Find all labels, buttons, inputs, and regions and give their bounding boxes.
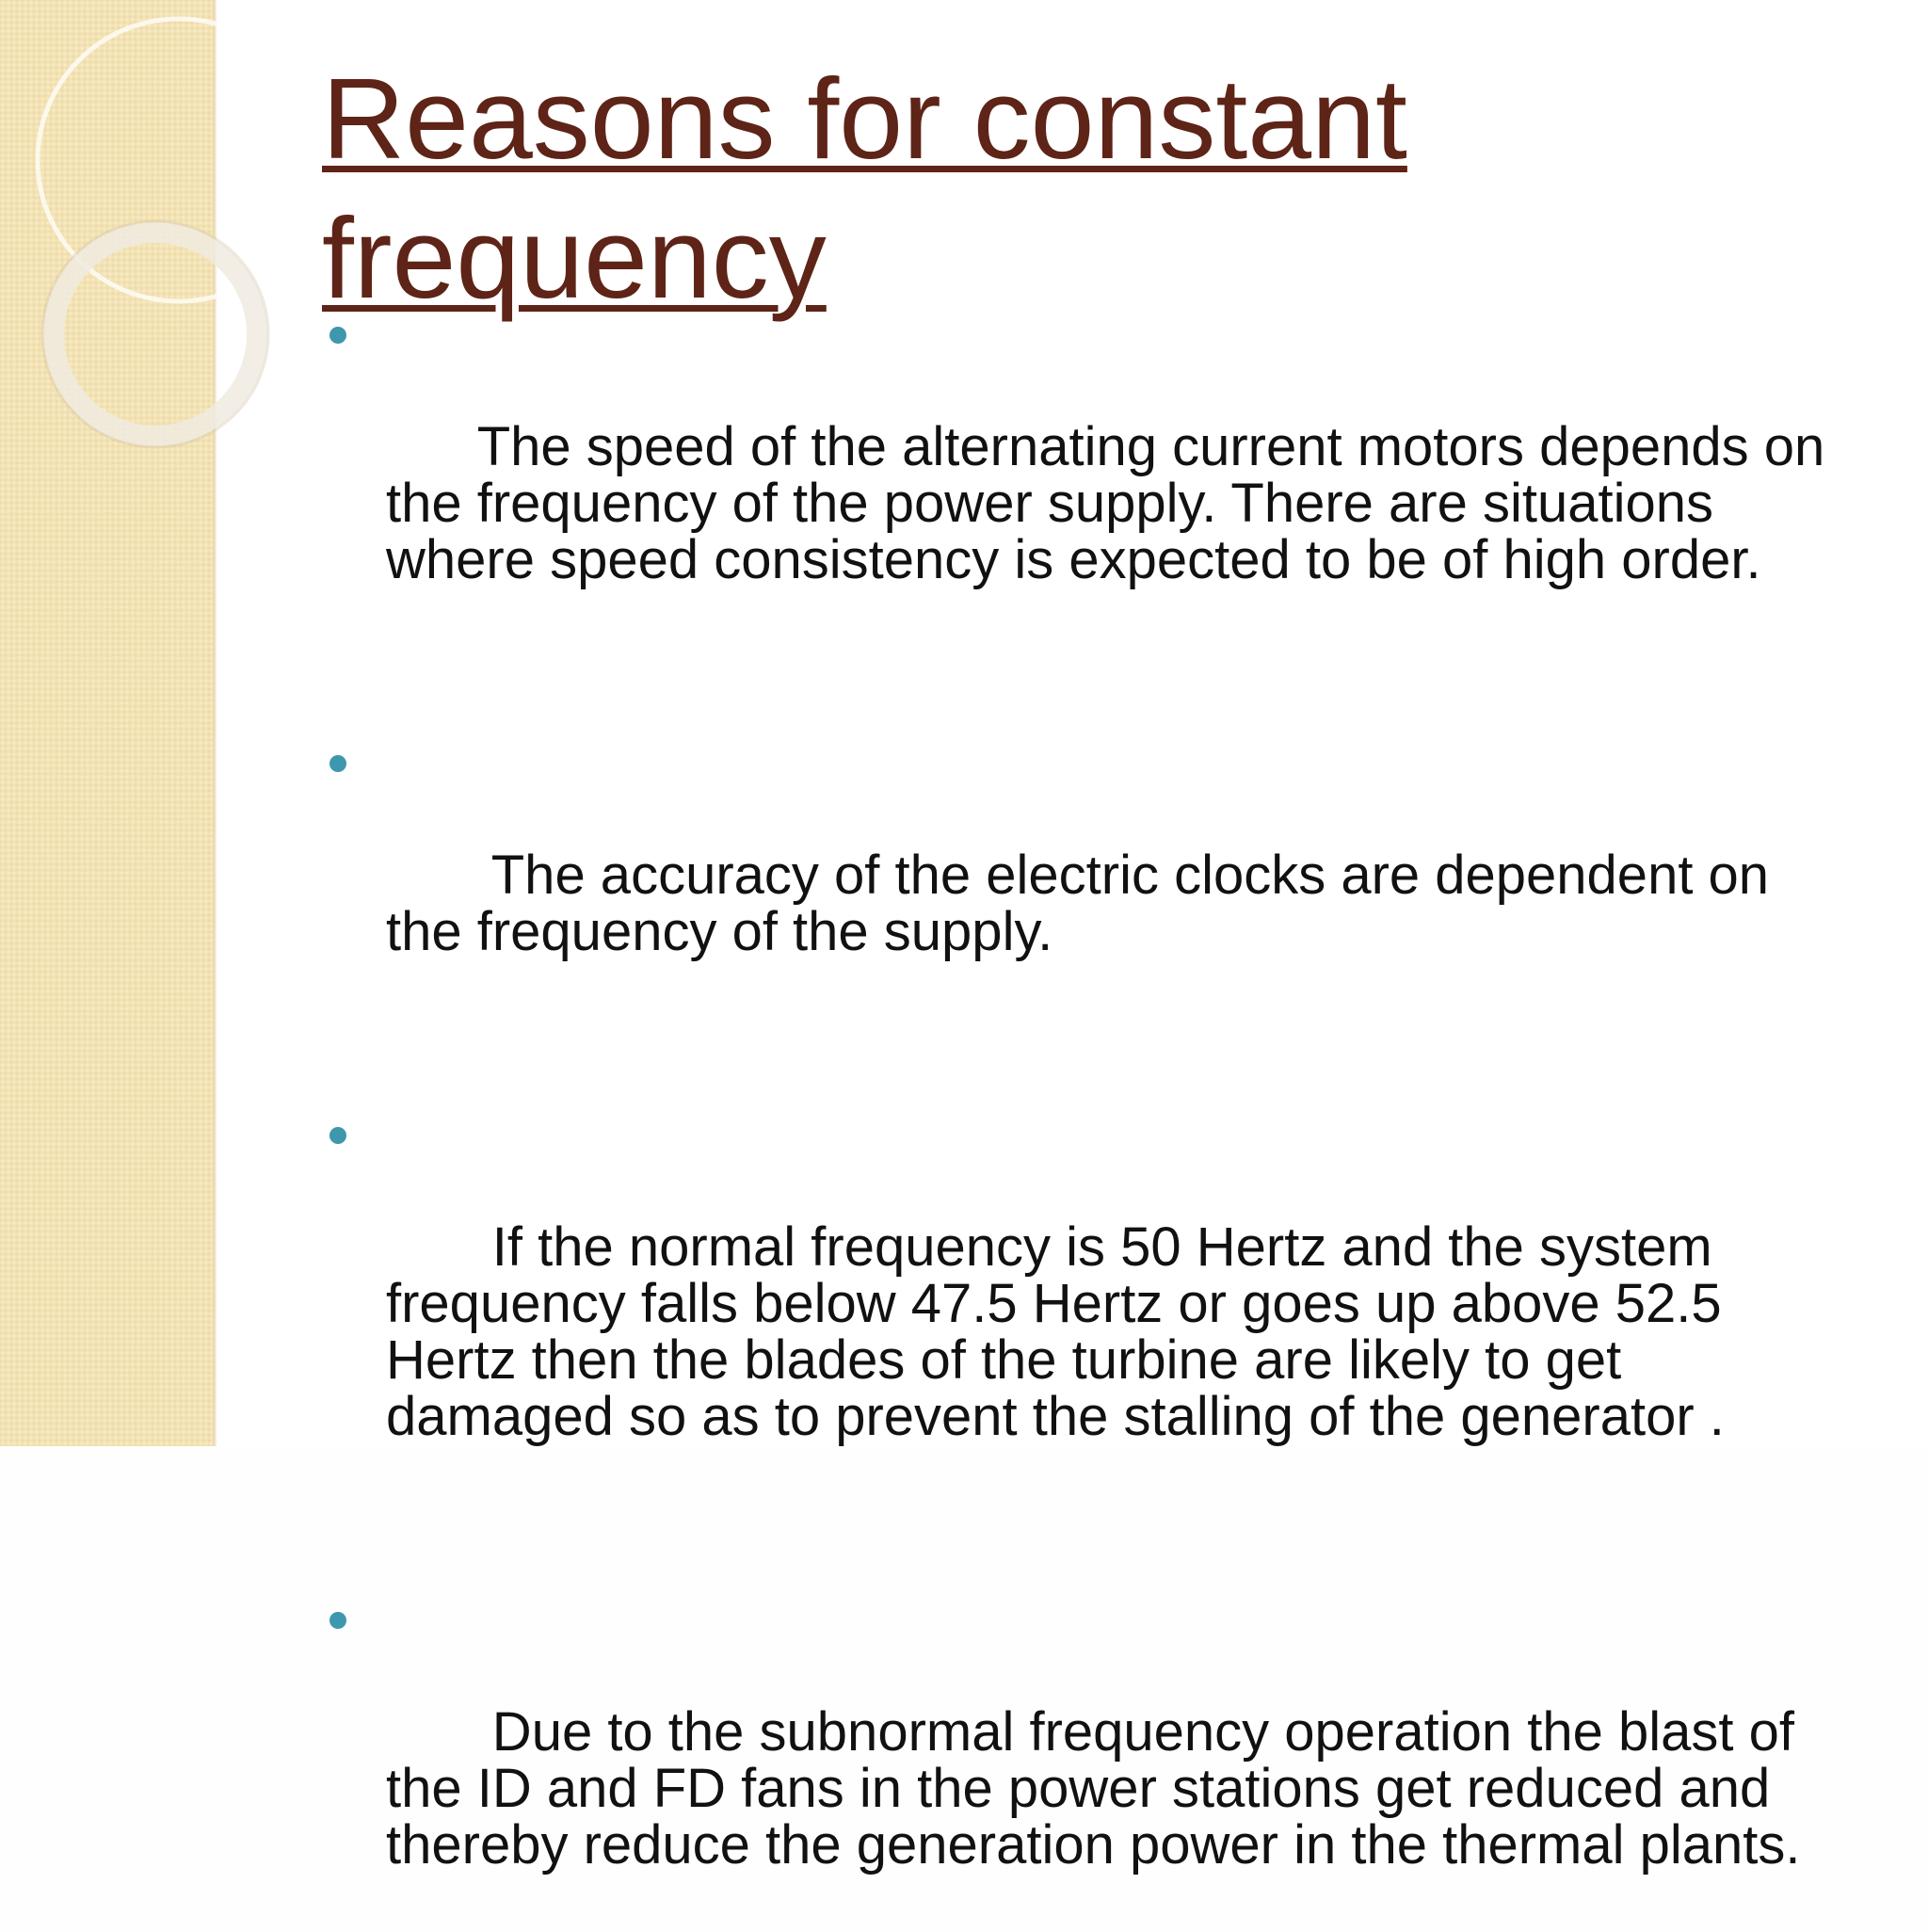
bullet-list xyxy=(322,306,1856,1930)
bullet-item xyxy=(322,306,1856,645)
bullet-item xyxy=(322,1591,1856,1930)
bullet-dot-icon xyxy=(329,327,346,344)
bullet-text: The accuracy of the electric clocks are dependent on the frequency of the supply. xyxy=(386,845,1785,962)
slide-title xyxy=(322,49,1828,328)
bullet-text: Due to the subnormal frequency operation the blast of the ID and FD fans in the power stations get reduced and thereby reduce the generation power in the thermal plants. xyxy=(386,1701,1810,1876)
bullet-dot-icon xyxy=(329,1127,346,1144)
bullet-item xyxy=(322,1106,1856,1502)
bullet-dot-icon xyxy=(329,755,346,772)
decorative-small-ring xyxy=(54,233,257,436)
bullet-text: If the normal frequency is 50 Hertz and the system frequency falls below 47.5 Hertz or goes up above 52.5 Hertz then the blades of the turbine are likely to get damaged so as to prevent the stalling of the generator . xyxy=(386,1216,1737,1447)
slide-title-line-2: frequency xyxy=(322,194,827,322)
bullet-dot-icon xyxy=(329,1612,346,1629)
slide-title-line-1: Reasons for constant xyxy=(322,55,1407,183)
bullet-text: The speed of the alternating current motors depends on the frequency of the power supply. There are situations where speed consistency is expected to be of high order. xyxy=(386,416,1840,590)
decorative-small-ring-shadow xyxy=(42,221,268,447)
bullet-item xyxy=(322,734,1856,1017)
